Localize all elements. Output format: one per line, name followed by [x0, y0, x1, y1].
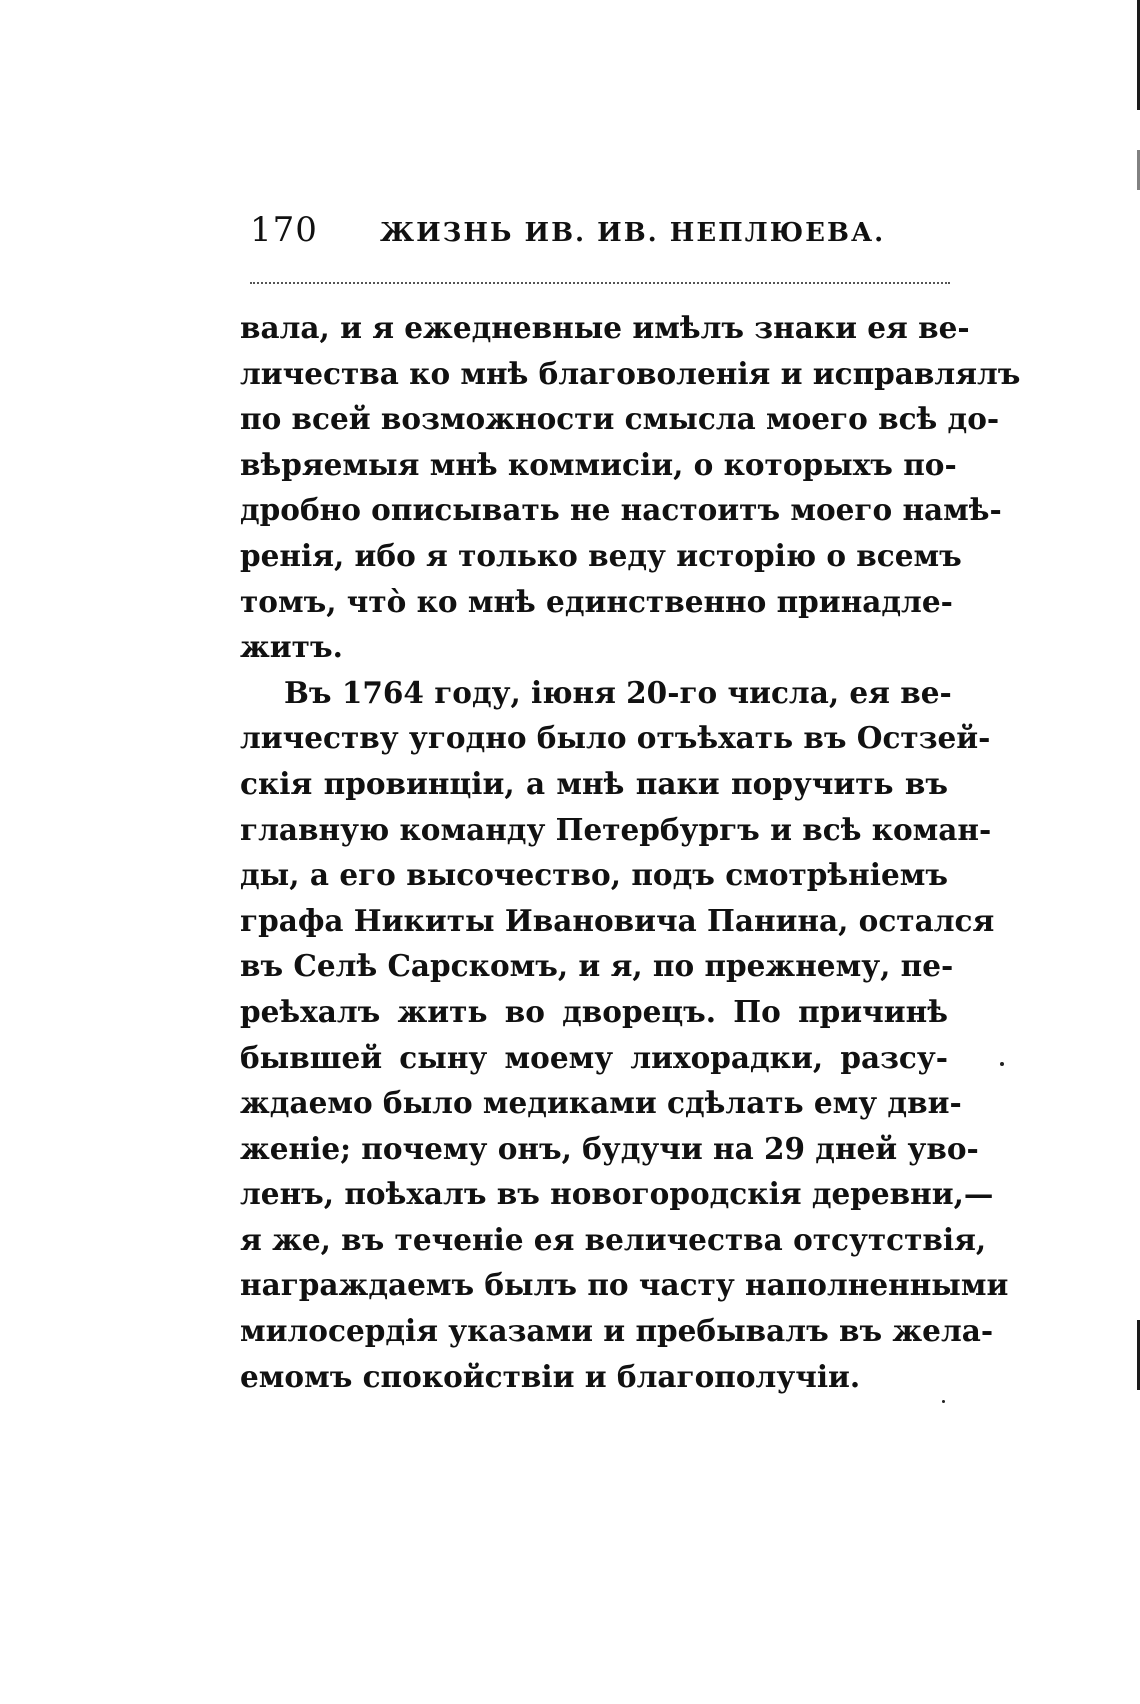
text-line: милосердія указами и пребывалъ въ жела-	[240, 1313, 994, 1349]
text-line: ды, а его высочество, подъ смотрѣніемъ	[240, 857, 948, 893]
text-line: ждаемо было медиками сдѣлать ему дви-	[240, 1085, 962, 1121]
text-line: главную команду Петербургъ и всѣ коман-	[240, 811, 992, 847]
text-line: ленъ, поѣхалъ въ новогородскія деревни,—	[240, 1176, 994, 1212]
text-line: дробно описывать не настоитъ моего намѣ-	[240, 492, 1002, 528]
page-number: 170	[250, 210, 318, 250]
scan-speck	[1000, 1062, 1004, 1066]
text-line: я же, въ теченіе ея величества отсутствія,	[240, 1221, 987, 1257]
text-line: по всей возможности смысла моего всѣ до-	[240, 401, 1000, 437]
body-text	[240, 305, 1021, 1399]
text-line: ренія, ибо я только веду исторію о всемъ	[240, 537, 962, 573]
paragraph	[240, 670, 1009, 1400]
text-line: томъ, что̀ ко мнѣ единственно принадле-	[240, 583, 953, 619]
text-line: женіе; почему онъ, будучи на 29 дней уво-	[240, 1130, 979, 1166]
header-rule	[250, 282, 950, 284]
text-line: награждаемъ былъ по часту наполненными	[240, 1267, 1009, 1303]
text-line: емомъ спокойствіи и благополучіи.	[240, 1358, 861, 1394]
text-line: вѣряемыя мнѣ коммисіи, о которыхъ по-	[240, 446, 957, 482]
running-title: ЖИЗНЬ ИВ. ИВ. НЕПЛЮЕВА.	[380, 218, 886, 248]
text-line: вала, и я ежедневные имѣлъ знаки ея ве-	[240, 310, 970, 345]
scan-speck	[942, 1400, 945, 1403]
text-line: графа Никиты Ивановича Панина, остался	[240, 902, 995, 938]
text-line: Въ 1764 году, іюня 20-го числа, ея ве-	[284, 674, 952, 710]
text-line: личеству угодно было отъѣхать въ Остзей-	[240, 720, 991, 756]
text-line: скія провинціи, а мнѣ паки поручить въ	[240, 765, 948, 801]
text-line: въ Селѣ Сарскомъ, и я, по прежнему, пе-	[240, 948, 954, 984]
text-line: житъ.	[240, 629, 343, 665]
running-header	[250, 210, 950, 270]
text-line: личества ко мнѣ благоволенія и исправлялъ	[240, 355, 1021, 391]
text-line: реѣхалъ жить во дворецъ. По причинѣ	[240, 993, 948, 1029]
paragraph	[240, 305, 1021, 670]
text-line: бывшей сыну моему лихорадки, разсу-	[240, 1039, 948, 1075]
